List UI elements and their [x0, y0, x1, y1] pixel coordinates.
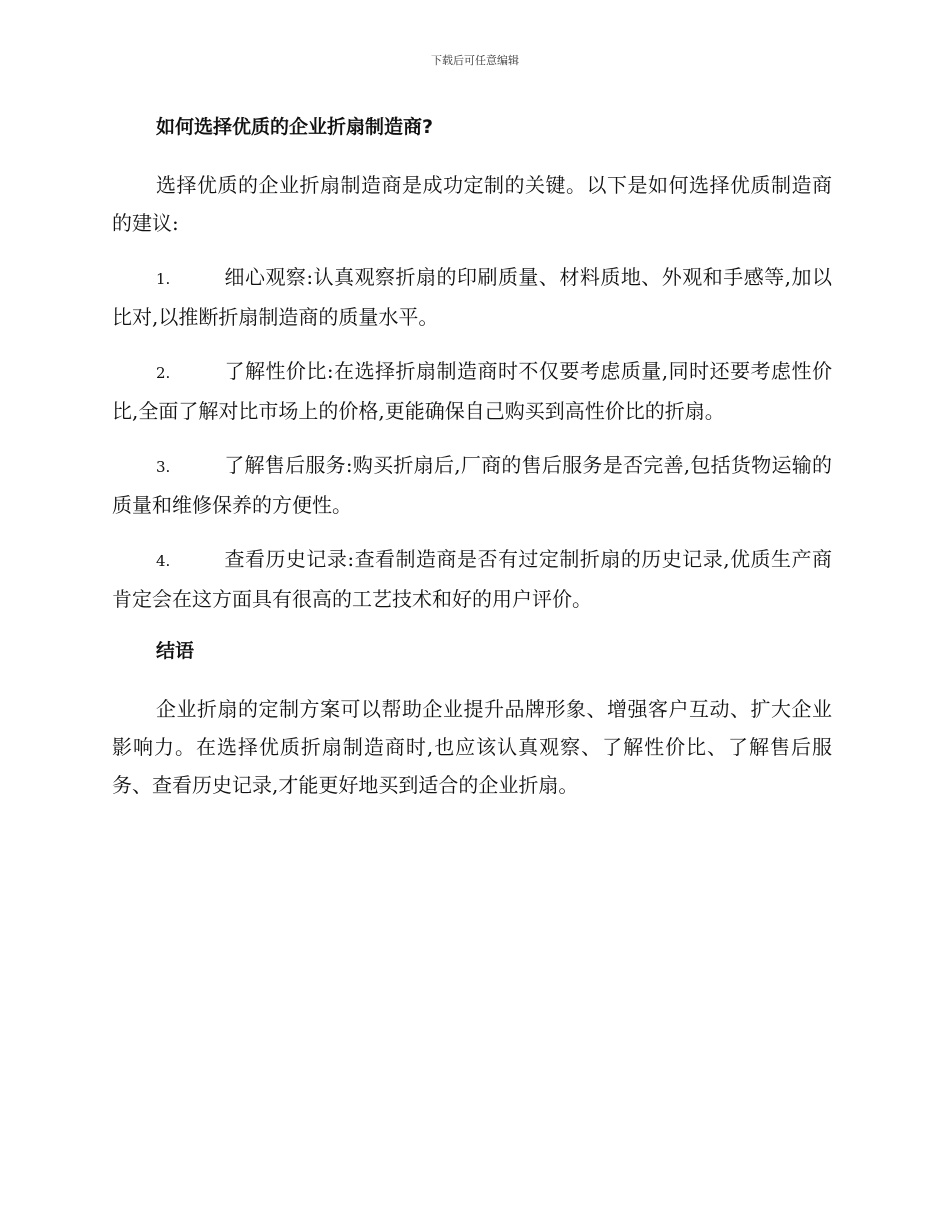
list-item-number: 3. [156, 458, 171, 476]
list-item [112, 258, 832, 336]
list-item [112, 540, 832, 618]
list-item-text: 细心观察:认真观察折扇的印刷质量、材料质地、外观和手感等,加以比对,以推断折扇制造商的质量水平。 [112, 265, 832, 329]
list-item-text: 了解性价比:在选择折扇制造商时不仅要考虑质量,同时还要考虑性价比,全面了解对比市场上的价格,更能确保自己购买到高性价比的折扇。 [112, 359, 832, 423]
conclusion-paragraph: 企业折扇的定制方案可以帮助企业提升品牌形象、增强客户互动、扩大企业影响力。在选择优质折扇制造商时,也应该认真观察、了解性价比、了解售后服务、查看历史记录,才能更好地买到适合的企业折扇。 [112, 697, 832, 797]
list-item-number: 1. [156, 270, 171, 288]
list-item [112, 352, 832, 430]
list-item-number: 4. [156, 552, 171, 570]
list-item-text: 查看历史记录:查看制造商是否有过定制折扇的历史记录,优质生产商肯定会在这方面具有很高的工艺技术和好的用户评价。 [112, 547, 832, 611]
page-header: 下载后可任意编辑 [431, 54, 519, 67]
list-item-number: 2. [156, 364, 171, 382]
section-heading-choose-manufacturer: 如何选择优质的企业折扇制造商? [156, 116, 434, 138]
section-heading-conclusion: 结语 [156, 640, 195, 662]
intro-paragraph: 选择优质的企业折扇制造商是成功定制的关键。以下是如何选择优质制造商的建议: [112, 173, 832, 235]
list-item-text: 了解售后服务:购买折扇后,厂商的售后服务是否完善,包括货物运输的质量和维修保养的方便性。 [112, 453, 832, 517]
list-item [112, 446, 832, 524]
document-body [112, 110, 832, 804]
